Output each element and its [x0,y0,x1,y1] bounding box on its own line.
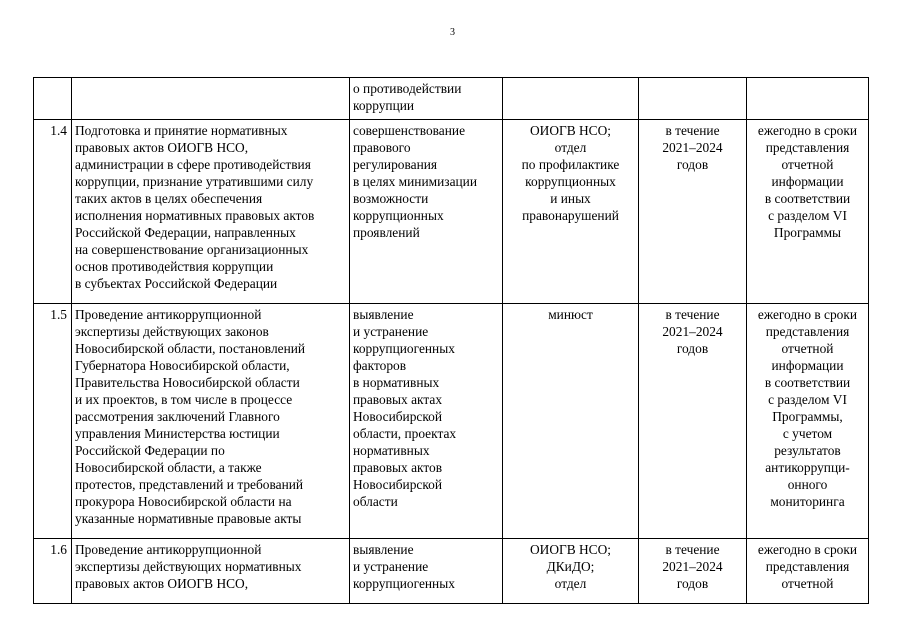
table-row [34,78,869,120]
cell-line: нормативных [353,443,430,458]
cell-line: ежегодно в сроки [757,307,858,322]
cell-line: правового [353,140,411,155]
goal-cell [350,304,503,539]
cell-line: отчетной [781,576,834,591]
row-number-cell [34,78,72,120]
cell-line: правовых актов ОИОГВ НСО, [75,576,249,591]
cell-line: в нормативных [353,375,440,390]
cell-line: исполнения нормативных правовых актов [75,208,315,223]
cell-line: 2021–2024 [662,559,723,574]
cell-line: информации [771,174,844,189]
cell-line: годов [676,576,709,591]
cell-line: ежегодно в сроки [757,542,858,557]
cell-line: информации [771,358,844,373]
cell-line: с учетом [782,426,833,441]
cell-line: совершенствование [353,123,466,138]
cell-line: коррупциогенных [353,576,455,591]
cell-line: ОИОГВ НСО; [529,123,612,138]
cell-line: коррупции [353,98,415,113]
cell-line: возможности [353,191,429,206]
cell-line: онного [787,477,828,492]
cell-line: результатов [774,443,841,458]
cell-line: в субъектах Российской Федерации [75,276,278,291]
action-cell [72,304,350,539]
period-cell [639,539,747,604]
cell-line: и их проектов, в том числе в процессе [75,392,293,407]
cell-line: экспертизы действующих законов [75,324,269,339]
report-cell [747,539,869,604]
cell-line: таких актов в целях обеспечения [75,191,263,206]
cell-line: Программы, [772,409,843,424]
cell-line: рассмотрения заключений Главного [75,409,280,424]
cell-line: правовых актов [353,460,443,475]
cell-line: факторов [353,358,407,373]
executor-cell [503,78,639,120]
cell-line: Проведение антикоррупционной [75,307,262,322]
goal-cell [350,539,503,604]
cell-line: отчетной [781,157,834,172]
cell-line: мониторинга [770,494,845,509]
cell-line: в течение [665,307,720,322]
cell-line: в соответствии [764,375,851,390]
cell-line: области [353,494,398,509]
cell-line: коррупционных [525,174,616,189]
row-number-cell: 1.5 [34,304,72,539]
period-cell [639,304,747,539]
period-cell [639,120,747,304]
cell-line: минюст [548,307,593,322]
report-cell [747,304,869,539]
cell-line: отдел [554,576,587,591]
cell-line: 2021–2024 [662,140,723,155]
cell-line: с разделом VI [768,208,847,223]
table-row [34,304,869,539]
cell-line: протестов, представлений и требований [75,477,304,492]
cell-line: коррупционных [353,208,444,223]
cell-line: Новосибирской [353,477,443,492]
cell-line: области, проектах [353,426,457,441]
report-cell [747,120,869,304]
cell-line: экспертизы действующих нормативных [75,559,302,574]
executor-cell [503,304,639,539]
action-cell [72,78,350,120]
cell-line: основ противодействия коррупции [75,259,274,274]
table-row [34,120,869,304]
cell-line: Новосибирской области, а также [75,460,262,475]
cell-line: 2021–2024 [662,324,723,339]
cell-line: Российской Федерации, направленных [75,225,296,240]
cell-line: Проведение антикоррупционной [75,542,262,557]
cell-line: проявлений [353,225,420,240]
executor-cell [503,539,639,604]
cell-line: Правительства Новосибирской области [75,375,300,390]
cell-line: регулирования [353,157,438,172]
cell-line: Подготовка и принятие нормативных [75,123,288,138]
action-cell [72,539,350,604]
cell-line: выявление [353,542,414,557]
cell-line: в течение [665,542,720,557]
cell-line: правовых актах [353,392,443,407]
cell-line: управления Министерства юстиции [75,426,280,441]
cell-line: Российской Федерации по [75,443,225,458]
executor-cell [503,120,639,304]
cell-line: Программы [773,225,842,240]
cell-line: в соответствии [764,191,851,206]
report-cell [747,78,869,120]
cell-line: о противодействии [353,81,462,96]
cell-line: и устранение [353,324,429,339]
cell-line: представления [765,324,850,339]
cell-line: в течение [665,123,720,138]
row-number-cell: 1.6 [34,539,72,604]
page-number: 3 [450,27,455,38]
goal-cell [350,120,503,304]
cell-line: правовых актов ОИОГВ НСО, [75,140,249,155]
cell-line: представления [765,559,850,574]
cell-line: и иных [550,191,591,206]
measures-table [33,77,869,604]
cell-line: по профилактике [521,157,620,172]
cell-line: представления [765,140,850,155]
cell-line: коррупции, признание утратившими силу [75,174,314,189]
period-cell [639,78,747,120]
cell-line: выявление [353,307,414,322]
cell-line: ОИОГВ НСО; [529,542,612,557]
cell-line: прокурора Новосибирской области на [75,494,292,509]
cell-line: и устранение [353,559,429,574]
cell-line: ДКиДО; [546,559,595,574]
cell-line: антикоррупци- [765,460,850,475]
cell-line: указанные нормативные правовые акты [75,511,302,526]
cell-line: ежегодно в сроки [757,123,858,138]
table-row [34,539,869,604]
cell-line: годов [676,341,709,356]
cell-line: коррупциогенных [353,341,455,356]
cell-line: Новосибирской области, постановлений [75,341,306,356]
cell-line: Новосибирской [353,409,443,424]
action-cell [72,120,350,304]
cell-line: годов [676,157,709,172]
cell-line: администрации в сфере противодействия [75,157,311,172]
cell-line: Губернатора Новосибирской области, [75,358,290,373]
cell-line: правонарушений [522,208,619,223]
cell-line: на совершенствование организационных [75,242,309,257]
row-number-cell: 1.4 [34,120,72,304]
cell-line: отчетной [781,341,834,356]
cell-line: отдел [554,140,587,155]
cell-line: в целях минимизации [353,174,478,189]
goal-cell [350,78,503,120]
cell-line: с разделом VI [768,392,847,407]
